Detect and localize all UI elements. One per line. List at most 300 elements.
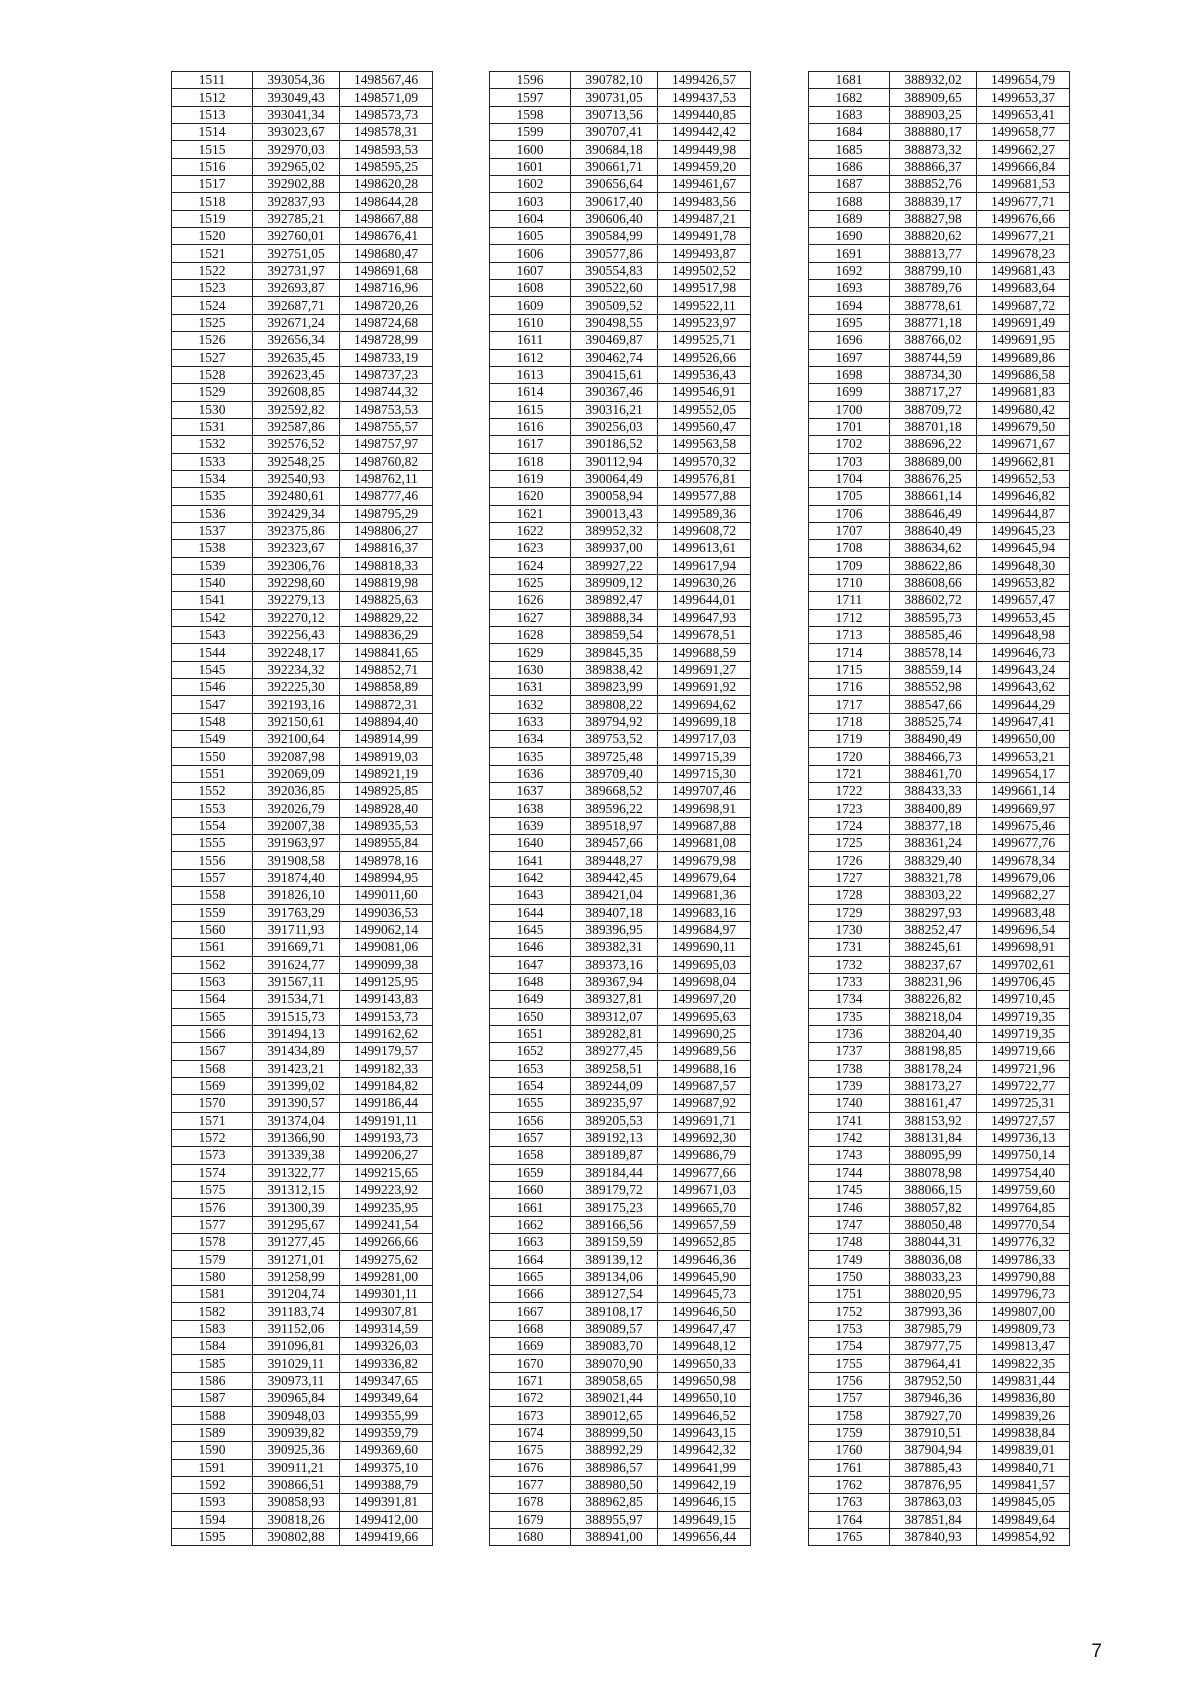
point-number-cell: 1754 [809, 1338, 890, 1355]
x-coordinate-cell: 389282,81 [571, 1025, 658, 1042]
x-coordinate-cell: 388161,47 [890, 1095, 977, 1112]
x-coordinate-cell: 391534,71 [253, 991, 340, 1008]
y-coordinate-cell: 1499641,99 [658, 1459, 751, 1476]
x-coordinate-cell: 390731,05 [571, 89, 658, 106]
point-number-cell: 1618 [490, 453, 571, 470]
y-coordinate-cell: 1499493,87 [658, 245, 751, 262]
table-row [809, 436, 1070, 453]
table-row [172, 1095, 433, 1112]
y-coordinate-cell: 1499191,11 [340, 1112, 433, 1129]
point-number-cell: 1623 [490, 540, 571, 557]
y-coordinate-cell: 1498795,29 [340, 505, 433, 522]
table-row [490, 1147, 751, 1164]
table-row [809, 228, 1070, 245]
table-row [809, 835, 1070, 852]
x-coordinate-cell: 388033,23 [890, 1268, 977, 1285]
point-number-cell: 1551 [172, 765, 253, 782]
y-coordinate-cell: 1499689,86 [977, 349, 1070, 366]
table-row [172, 262, 433, 279]
point-number-cell: 1734 [809, 991, 890, 1008]
y-coordinate-cell: 1498872,31 [340, 696, 433, 713]
table-row [172, 176, 433, 193]
point-number-cell: 1517 [172, 176, 253, 193]
y-coordinate-cell: 1499648,12 [658, 1338, 751, 1355]
y-coordinate-cell: 1499776,32 [977, 1234, 1070, 1251]
y-coordinate-cell: 1499736,13 [977, 1129, 1070, 1146]
point-number-cell: 1704 [809, 470, 890, 487]
table-row [172, 661, 433, 678]
x-coordinate-cell: 393054,36 [253, 72, 340, 89]
y-coordinate-cell: 1498836,29 [340, 627, 433, 644]
x-coordinate-cell: 392279,13 [253, 592, 340, 609]
y-coordinate-cell: 1499099,38 [340, 956, 433, 973]
x-coordinate-cell: 389189,87 [571, 1147, 658, 1164]
point-number-cell: 1698 [809, 366, 890, 383]
point-number-cell: 1687 [809, 176, 890, 193]
table-row [809, 679, 1070, 696]
point-number-cell: 1662 [490, 1216, 571, 1233]
x-coordinate-cell: 391390,57 [253, 1095, 340, 1112]
x-coordinate-cell: 391183,74 [253, 1303, 340, 1320]
point-number-cell: 1710 [809, 574, 890, 591]
point-number-cell: 1657 [490, 1129, 571, 1146]
x-coordinate-cell: 388640,49 [890, 522, 977, 539]
y-coordinate-cell: 1499698,91 [977, 939, 1070, 956]
table-row [172, 835, 433, 852]
y-coordinate-cell: 1499654,79 [977, 72, 1070, 89]
point-number-cell: 1553 [172, 800, 253, 817]
y-coordinate-cell: 1499699,18 [658, 713, 751, 730]
y-coordinate-cell: 1499193,73 [340, 1129, 433, 1146]
x-coordinate-cell: 390186,52 [571, 436, 658, 453]
point-number-cell: 1721 [809, 765, 890, 782]
table-row [490, 1164, 751, 1181]
table-row [172, 1268, 433, 1285]
x-coordinate-cell: 390948,03 [253, 1407, 340, 1424]
y-coordinate-cell: 1499715,39 [658, 748, 751, 765]
x-coordinate-cell: 388903,25 [890, 106, 977, 123]
y-coordinate-cell: 1499275,62 [340, 1251, 433, 1268]
table-row [809, 522, 1070, 539]
point-number-cell: 1764 [809, 1511, 890, 1528]
table-row [172, 627, 433, 644]
point-number-cell: 1590 [172, 1442, 253, 1459]
table-row [809, 384, 1070, 401]
y-coordinate-cell: 1499650,00 [977, 731, 1070, 748]
x-coordinate-cell: 391300,39 [253, 1199, 340, 1216]
x-coordinate-cell: 388466,73 [890, 748, 977, 765]
point-number-cell: 1714 [809, 644, 890, 661]
y-coordinate-cell: 1499440,85 [658, 106, 751, 123]
y-coordinate-cell: 1498914,99 [340, 731, 433, 748]
table-row [490, 470, 751, 487]
table-row [172, 453, 433, 470]
y-coordinate-cell: 1499644,87 [977, 505, 1070, 522]
table-row [809, 89, 1070, 106]
x-coordinate-cell: 387946,36 [890, 1390, 977, 1407]
x-coordinate-cell: 388852,76 [890, 176, 977, 193]
x-coordinate-cell: 391322,77 [253, 1164, 340, 1181]
point-number-cell: 1688 [809, 193, 890, 210]
y-coordinate-cell: 1498955,84 [340, 835, 433, 852]
y-coordinate-cell: 1499215,65 [340, 1164, 433, 1181]
table-row [490, 1286, 751, 1303]
point-number-cell: 1620 [490, 488, 571, 505]
x-coordinate-cell: 392751,05 [253, 245, 340, 262]
table-row [809, 1077, 1070, 1094]
table-row [490, 1251, 751, 1268]
point-number-cell: 1638 [490, 800, 571, 817]
table-row [490, 783, 751, 800]
y-coordinate-cell: 1498757,97 [340, 436, 433, 453]
x-coordinate-cell: 388490,49 [890, 731, 977, 748]
point-number-cell: 1659 [490, 1164, 571, 1181]
table-row [172, 1303, 433, 1320]
point-number-cell: 1755 [809, 1355, 890, 1372]
x-coordinate-cell: 388204,40 [890, 1025, 977, 1042]
table-row [809, 158, 1070, 175]
y-coordinate-cell: 1499647,41 [977, 713, 1070, 730]
table-row [490, 852, 751, 869]
point-number-cell: 1586 [172, 1372, 253, 1389]
table-row [809, 1372, 1070, 1389]
point-number-cell: 1658 [490, 1147, 571, 1164]
point-number-cell: 1602 [490, 176, 571, 193]
y-coordinate-cell: 1498573,73 [340, 106, 433, 123]
x-coordinate-cell: 389083,70 [571, 1338, 658, 1355]
table-row [490, 210, 751, 227]
y-coordinate-cell: 1499839,26 [977, 1407, 1070, 1424]
y-coordinate-cell: 1498571,09 [340, 89, 433, 106]
table-row [172, 1407, 433, 1424]
table-row [809, 1216, 1070, 1233]
point-number-cell: 1580 [172, 1268, 253, 1285]
y-coordinate-cell: 1499722,77 [977, 1077, 1070, 1094]
point-number-cell: 1649 [490, 991, 571, 1008]
table-row [809, 644, 1070, 661]
point-number-cell: 1671 [490, 1372, 571, 1389]
point-number-cell: 1644 [490, 904, 571, 921]
table-row [809, 765, 1070, 782]
point-number-cell: 1718 [809, 713, 890, 730]
x-coordinate-cell: 392785,21 [253, 210, 340, 227]
x-coordinate-cell: 388709,72 [890, 401, 977, 418]
table-row [172, 1338, 433, 1355]
y-coordinate-cell: 1499391,81 [340, 1494, 433, 1511]
x-coordinate-cell: 387876,95 [890, 1476, 977, 1493]
y-coordinate-cell: 1499645,90 [658, 1268, 751, 1285]
y-coordinate-cell: 1499661,14 [977, 783, 1070, 800]
table-row [490, 193, 751, 210]
y-coordinate-cell: 1499349,64 [340, 1390, 433, 1407]
table-row [172, 1234, 433, 1251]
y-coordinate-cell: 1498777,46 [340, 488, 433, 505]
table-row [809, 852, 1070, 869]
x-coordinate-cell: 388377,18 [890, 817, 977, 834]
table-row [172, 210, 433, 227]
table-row [490, 1459, 751, 1476]
point-number-cell: 1534 [172, 470, 253, 487]
x-coordinate-cell: 388778,61 [890, 297, 977, 314]
x-coordinate-cell: 388717,27 [890, 384, 977, 401]
table-row [809, 176, 1070, 193]
y-coordinate-cell: 1499688,16 [658, 1060, 751, 1077]
point-number-cell: 1717 [809, 696, 890, 713]
y-coordinate-cell: 1499849,64 [977, 1511, 1070, 1528]
table-row [809, 939, 1070, 956]
point-number-cell: 1575 [172, 1182, 253, 1199]
point-number-cell: 1763 [809, 1494, 890, 1511]
x-coordinate-cell: 389127,54 [571, 1286, 658, 1303]
x-coordinate-cell: 390577,86 [571, 245, 658, 262]
y-coordinate-cell: 1499235,95 [340, 1199, 433, 1216]
point-number-cell: 1679 [490, 1511, 571, 1528]
table-row [172, 1077, 433, 1094]
table-row [809, 1147, 1070, 1164]
y-coordinate-cell: 1499813,47 [977, 1338, 1070, 1355]
point-number-cell: 1681 [809, 72, 890, 89]
y-coordinate-cell: 1499426,57 [658, 72, 751, 89]
y-coordinate-cell: 1499683,64 [977, 280, 1070, 297]
y-coordinate-cell: 1499653,37 [977, 89, 1070, 106]
table-row [490, 1182, 751, 1199]
point-number-cell: 1543 [172, 627, 253, 644]
x-coordinate-cell: 392540,93 [253, 470, 340, 487]
point-number-cell: 1522 [172, 262, 253, 279]
x-coordinate-cell: 392760,01 [253, 228, 340, 245]
point-number-cell: 1516 [172, 158, 253, 175]
table-row [172, 1043, 433, 1060]
table-row [172, 1008, 433, 1025]
x-coordinate-cell: 387863,03 [890, 1494, 977, 1511]
table-row [809, 713, 1070, 730]
table-row [490, 1025, 751, 1042]
table-row [490, 1112, 751, 1129]
y-coordinate-cell: 1499206,27 [340, 1147, 433, 1164]
table-row [172, 574, 433, 591]
table-row [809, 574, 1070, 591]
y-coordinate-cell: 1499369,60 [340, 1442, 433, 1459]
y-coordinate-cell: 1499679,98 [658, 852, 751, 869]
table-row [172, 592, 433, 609]
y-coordinate-cell: 1499307,81 [340, 1303, 433, 1320]
table-row [490, 765, 751, 782]
point-number-cell: 1749 [809, 1251, 890, 1268]
y-coordinate-cell: 1499546,91 [658, 384, 751, 401]
x-coordinate-cell: 388297,93 [890, 904, 977, 921]
y-coordinate-cell: 1499375,10 [340, 1459, 433, 1476]
x-coordinate-cell: 391339,38 [253, 1147, 340, 1164]
point-number-cell: 1554 [172, 817, 253, 834]
table-row [490, 1476, 751, 1493]
y-coordinate-cell: 1499647,47 [658, 1320, 751, 1337]
x-coordinate-cell: 389725,48 [571, 748, 658, 765]
table-row [172, 1390, 433, 1407]
y-coordinate-cell: 1499314,59 [340, 1320, 433, 1337]
x-coordinate-cell: 388880,17 [890, 124, 977, 141]
x-coordinate-cell: 391295,67 [253, 1216, 340, 1233]
table-row [490, 800, 751, 817]
y-coordinate-cell: 1499717,03 [658, 731, 751, 748]
x-coordinate-cell: 390013,43 [571, 505, 658, 522]
table-row [490, 488, 751, 505]
table-row [809, 453, 1070, 470]
y-coordinate-cell: 1499686,79 [658, 1147, 751, 1164]
x-coordinate-cell: 388827,98 [890, 210, 977, 227]
y-coordinate-cell: 1499666,84 [977, 158, 1070, 175]
y-coordinate-cell: 1499648,98 [977, 627, 1070, 644]
y-coordinate-cell: 1499617,94 [658, 557, 751, 574]
x-coordinate-cell: 389058,65 [571, 1372, 658, 1389]
x-coordinate-cell: 388873,32 [890, 141, 977, 158]
table-row [172, 800, 433, 817]
point-number-cell: 1572 [172, 1129, 253, 1146]
table-row [809, 1459, 1070, 1476]
point-number-cell: 1637 [490, 783, 571, 800]
x-coordinate-cell: 389139,12 [571, 1251, 658, 1268]
x-coordinate-cell: 390656,64 [571, 176, 658, 193]
point-number-cell: 1546 [172, 679, 253, 696]
table-row [809, 1528, 1070, 1545]
x-coordinate-cell: 387964,41 [890, 1355, 977, 1372]
x-coordinate-cell: 390866,51 [253, 1476, 340, 1493]
point-number-cell: 1611 [490, 332, 571, 349]
point-number-cell: 1666 [490, 1286, 571, 1303]
point-number-cell: 1574 [172, 1164, 253, 1181]
y-coordinate-cell: 1499642,19 [658, 1476, 751, 1493]
point-number-cell: 1762 [809, 1476, 890, 1493]
y-coordinate-cell: 1498858,89 [340, 679, 433, 696]
y-coordinate-cell: 1499643,24 [977, 661, 1070, 678]
point-number-cell: 1549 [172, 731, 253, 748]
x-coordinate-cell: 389179,72 [571, 1182, 658, 1199]
table-row [809, 1442, 1070, 1459]
x-coordinate-cell: 390064,49 [571, 470, 658, 487]
x-coordinate-cell: 390911,21 [253, 1459, 340, 1476]
x-coordinate-cell: 391366,90 [253, 1129, 340, 1146]
x-coordinate-cell: 390256,03 [571, 418, 658, 435]
y-coordinate-cell: 1499461,67 [658, 176, 751, 193]
x-coordinate-cell: 389192,13 [571, 1129, 658, 1146]
point-number-cell: 1731 [809, 939, 890, 956]
x-coordinate-cell: 391423,21 [253, 1060, 340, 1077]
table-row [490, 557, 751, 574]
x-coordinate-cell: 389892,47 [571, 592, 658, 609]
point-number-cell: 1559 [172, 904, 253, 921]
y-coordinate-cell: 1499517,98 [658, 280, 751, 297]
table-row [490, 245, 751, 262]
point-number-cell: 1520 [172, 228, 253, 245]
y-coordinate-cell: 1499698,91 [658, 800, 751, 817]
y-coordinate-cell: 1499807,00 [977, 1303, 1070, 1320]
table-row [172, 991, 433, 1008]
point-number-cell: 1512 [172, 89, 253, 106]
x-coordinate-cell: 388701,18 [890, 418, 977, 435]
x-coordinate-cell: 389909,12 [571, 574, 658, 591]
x-coordinate-cell: 390782,10 [571, 72, 658, 89]
y-coordinate-cell: 1499613,61 [658, 540, 751, 557]
x-coordinate-cell: 392902,88 [253, 176, 340, 193]
x-coordinate-cell: 390939,82 [253, 1424, 340, 1441]
coordinate-table-3 [808, 71, 1070, 1546]
y-coordinate-cell: 1499759,60 [977, 1182, 1070, 1199]
table-row [172, 332, 433, 349]
point-number-cell: 1593 [172, 1494, 253, 1511]
point-number-cell: 1712 [809, 609, 890, 626]
y-coordinate-cell: 1499809,73 [977, 1320, 1070, 1337]
y-coordinate-cell: 1499576,81 [658, 470, 751, 487]
x-coordinate-cell: 390965,84 [253, 1390, 340, 1407]
x-coordinate-cell: 388361,24 [890, 835, 977, 852]
point-number-cell: 1552 [172, 783, 253, 800]
x-coordinate-cell: 392480,61 [253, 488, 340, 505]
point-number-cell: 1539 [172, 557, 253, 574]
point-number-cell: 1759 [809, 1424, 890, 1441]
point-number-cell: 1585 [172, 1355, 253, 1372]
table-row [172, 522, 433, 539]
point-number-cell: 1669 [490, 1338, 571, 1355]
y-coordinate-cell: 1499696,54 [977, 921, 1070, 938]
point-number-cell: 1562 [172, 956, 253, 973]
table-row [809, 696, 1070, 713]
x-coordinate-cell: 390058,94 [571, 488, 658, 505]
y-coordinate-cell: 1499643,15 [658, 1424, 751, 1441]
y-coordinate-cell: 1498894,40 [340, 713, 433, 730]
point-number-cell: 1550 [172, 748, 253, 765]
table-row [809, 609, 1070, 626]
point-number-cell: 1563 [172, 973, 253, 990]
y-coordinate-cell: 1499702,61 [977, 956, 1070, 973]
y-coordinate-cell: 1499841,57 [977, 1476, 1070, 1493]
table-row [172, 1355, 433, 1372]
table-row [809, 141, 1070, 158]
y-coordinate-cell: 1498919,03 [340, 748, 433, 765]
y-coordinate-cell: 1499483,56 [658, 193, 751, 210]
table-row [809, 505, 1070, 522]
table-row [809, 488, 1070, 505]
point-number-cell: 1583 [172, 1320, 253, 1337]
x-coordinate-cell: 388696,22 [890, 436, 977, 453]
point-number-cell: 1756 [809, 1372, 890, 1389]
x-coordinate-cell: 388173,27 [890, 1077, 977, 1094]
x-coordinate-cell: 388734,30 [890, 366, 977, 383]
y-coordinate-cell: 1499683,48 [977, 904, 1070, 921]
y-coordinate-cell: 1498667,88 [340, 210, 433, 227]
point-number-cell: 1745 [809, 1182, 890, 1199]
point-number-cell: 1646 [490, 939, 571, 956]
point-number-cell: 1664 [490, 1251, 571, 1268]
point-number-cell: 1567 [172, 1043, 253, 1060]
x-coordinate-cell: 388766,02 [890, 332, 977, 349]
x-coordinate-cell: 392623,45 [253, 366, 340, 383]
table-row [172, 436, 433, 453]
point-number-cell: 1706 [809, 505, 890, 522]
table-row [490, 89, 751, 106]
x-coordinate-cell: 392150,61 [253, 713, 340, 730]
point-number-cell: 1722 [809, 783, 890, 800]
x-coordinate-cell: 387927,70 [890, 1407, 977, 1424]
point-number-cell: 1566 [172, 1025, 253, 1042]
table-row [172, 366, 433, 383]
point-number-cell: 1701 [809, 418, 890, 435]
point-number-cell: 1541 [172, 592, 253, 609]
table-row [172, 887, 433, 904]
table-row [172, 1147, 433, 1164]
table-row [809, 921, 1070, 938]
point-number-cell: 1558 [172, 887, 253, 904]
table-row [490, 731, 751, 748]
table-row [809, 106, 1070, 123]
